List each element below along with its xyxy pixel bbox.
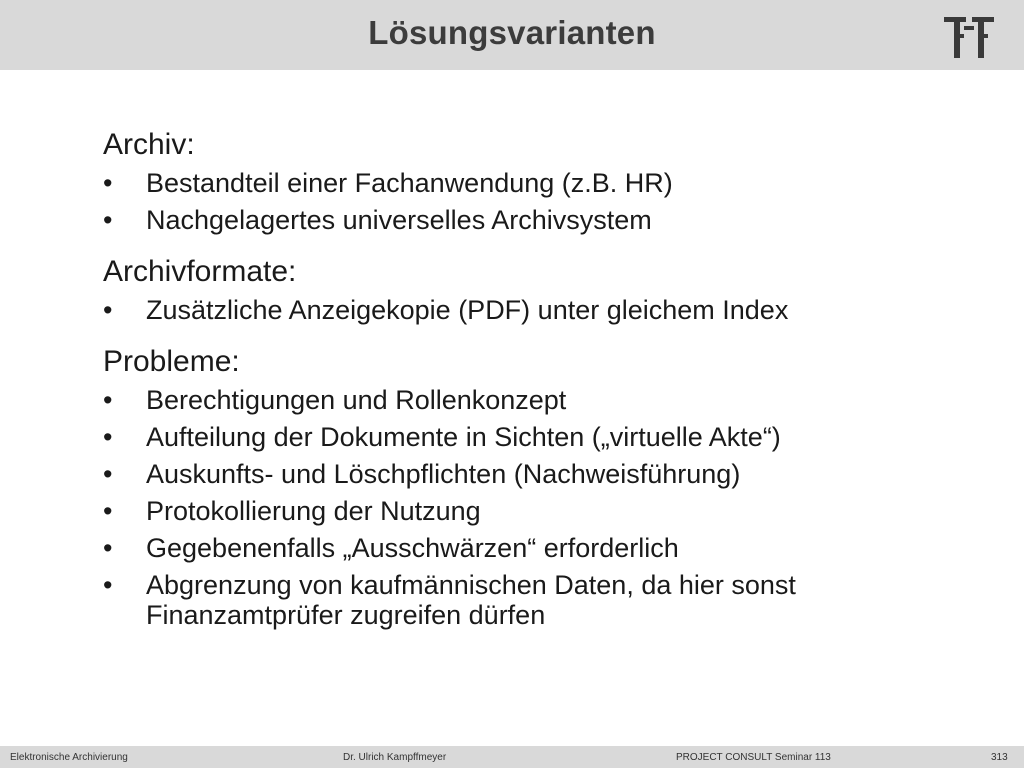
bullet-list	[103, 168, 983, 235]
section-heading: Probleme:	[103, 345, 240, 378]
bullet-icon: •	[103, 205, 113, 235]
bullet-icon: •	[103, 295, 113, 325]
bullet-icon: •	[103, 422, 113, 452]
slide-content	[103, 126, 983, 648]
footer-course: Elektronische Archivierung	[10, 752, 128, 763]
bullet-icon: •	[103, 168, 113, 198]
section-archivformate	[103, 253, 983, 325]
slide-footer	[0, 746, 1024, 768]
section-archiv	[103, 126, 983, 235]
slide-header	[0, 0, 1024, 70]
footer-author: Dr. Ulrich Kampffmeyer	[343, 752, 447, 763]
list-item-text: Bestandteil einer Fachanwendung (z.B. HR)	[146, 168, 673, 198]
ff-logo-icon	[944, 14, 994, 58]
bullet-icon: •	[103, 533, 113, 563]
list-item-text: Berechtigungen und Rollenkonzept	[146, 385, 567, 415]
section-probleme	[103, 343, 983, 630]
page-number: 313	[991, 752, 1008, 763]
slide-title: Lösungsvarianten	[368, 14, 656, 51]
list-item-text: Protokollierung der Nutzung	[146, 496, 481, 526]
bullet-icon: •	[103, 496, 113, 526]
bullet-icon: •	[103, 570, 113, 600]
list-item-text: Abgrenzung von kaufmännischen Daten, da hier sonst Finanzamtprüfer zugreifen dürfen	[146, 570, 796, 630]
list-item-text: Zusätzliche Anzeigekopie (PDF) unter gleichem Index	[146, 295, 789, 325]
list-item	[103, 205, 983, 235]
bullet-icon: •	[103, 385, 113, 415]
list-item-text: Gegebenenfalls „Ausschwärzen“ erforderlich	[146, 533, 679, 563]
list-item	[103, 496, 983, 526]
footer-seminar: PROJECT CONSULT Seminar 113	[676, 752, 831, 763]
list-item-text: Nachgelagertes universelles Archivsystem	[146, 205, 652, 235]
bullet-icon: •	[103, 459, 113, 489]
list-item	[103, 385, 983, 415]
list-item-text: Aufteilung der Dokumente in Sichten („virtuelle Akte“)	[146, 422, 781, 452]
bullet-list	[103, 385, 983, 630]
list-item	[103, 168, 983, 198]
list-item	[103, 459, 983, 489]
list-item	[103, 570, 983, 630]
section-heading: Archiv:	[103, 128, 195, 161]
section-heading: Archivformate:	[103, 255, 297, 288]
list-item-text: Auskunfts- und Löschpflichten (Nachweisführung)	[146, 459, 741, 489]
bullet-list	[103, 295, 983, 325]
list-item	[103, 295, 983, 325]
list-item	[103, 533, 983, 563]
list-item	[103, 422, 983, 452]
